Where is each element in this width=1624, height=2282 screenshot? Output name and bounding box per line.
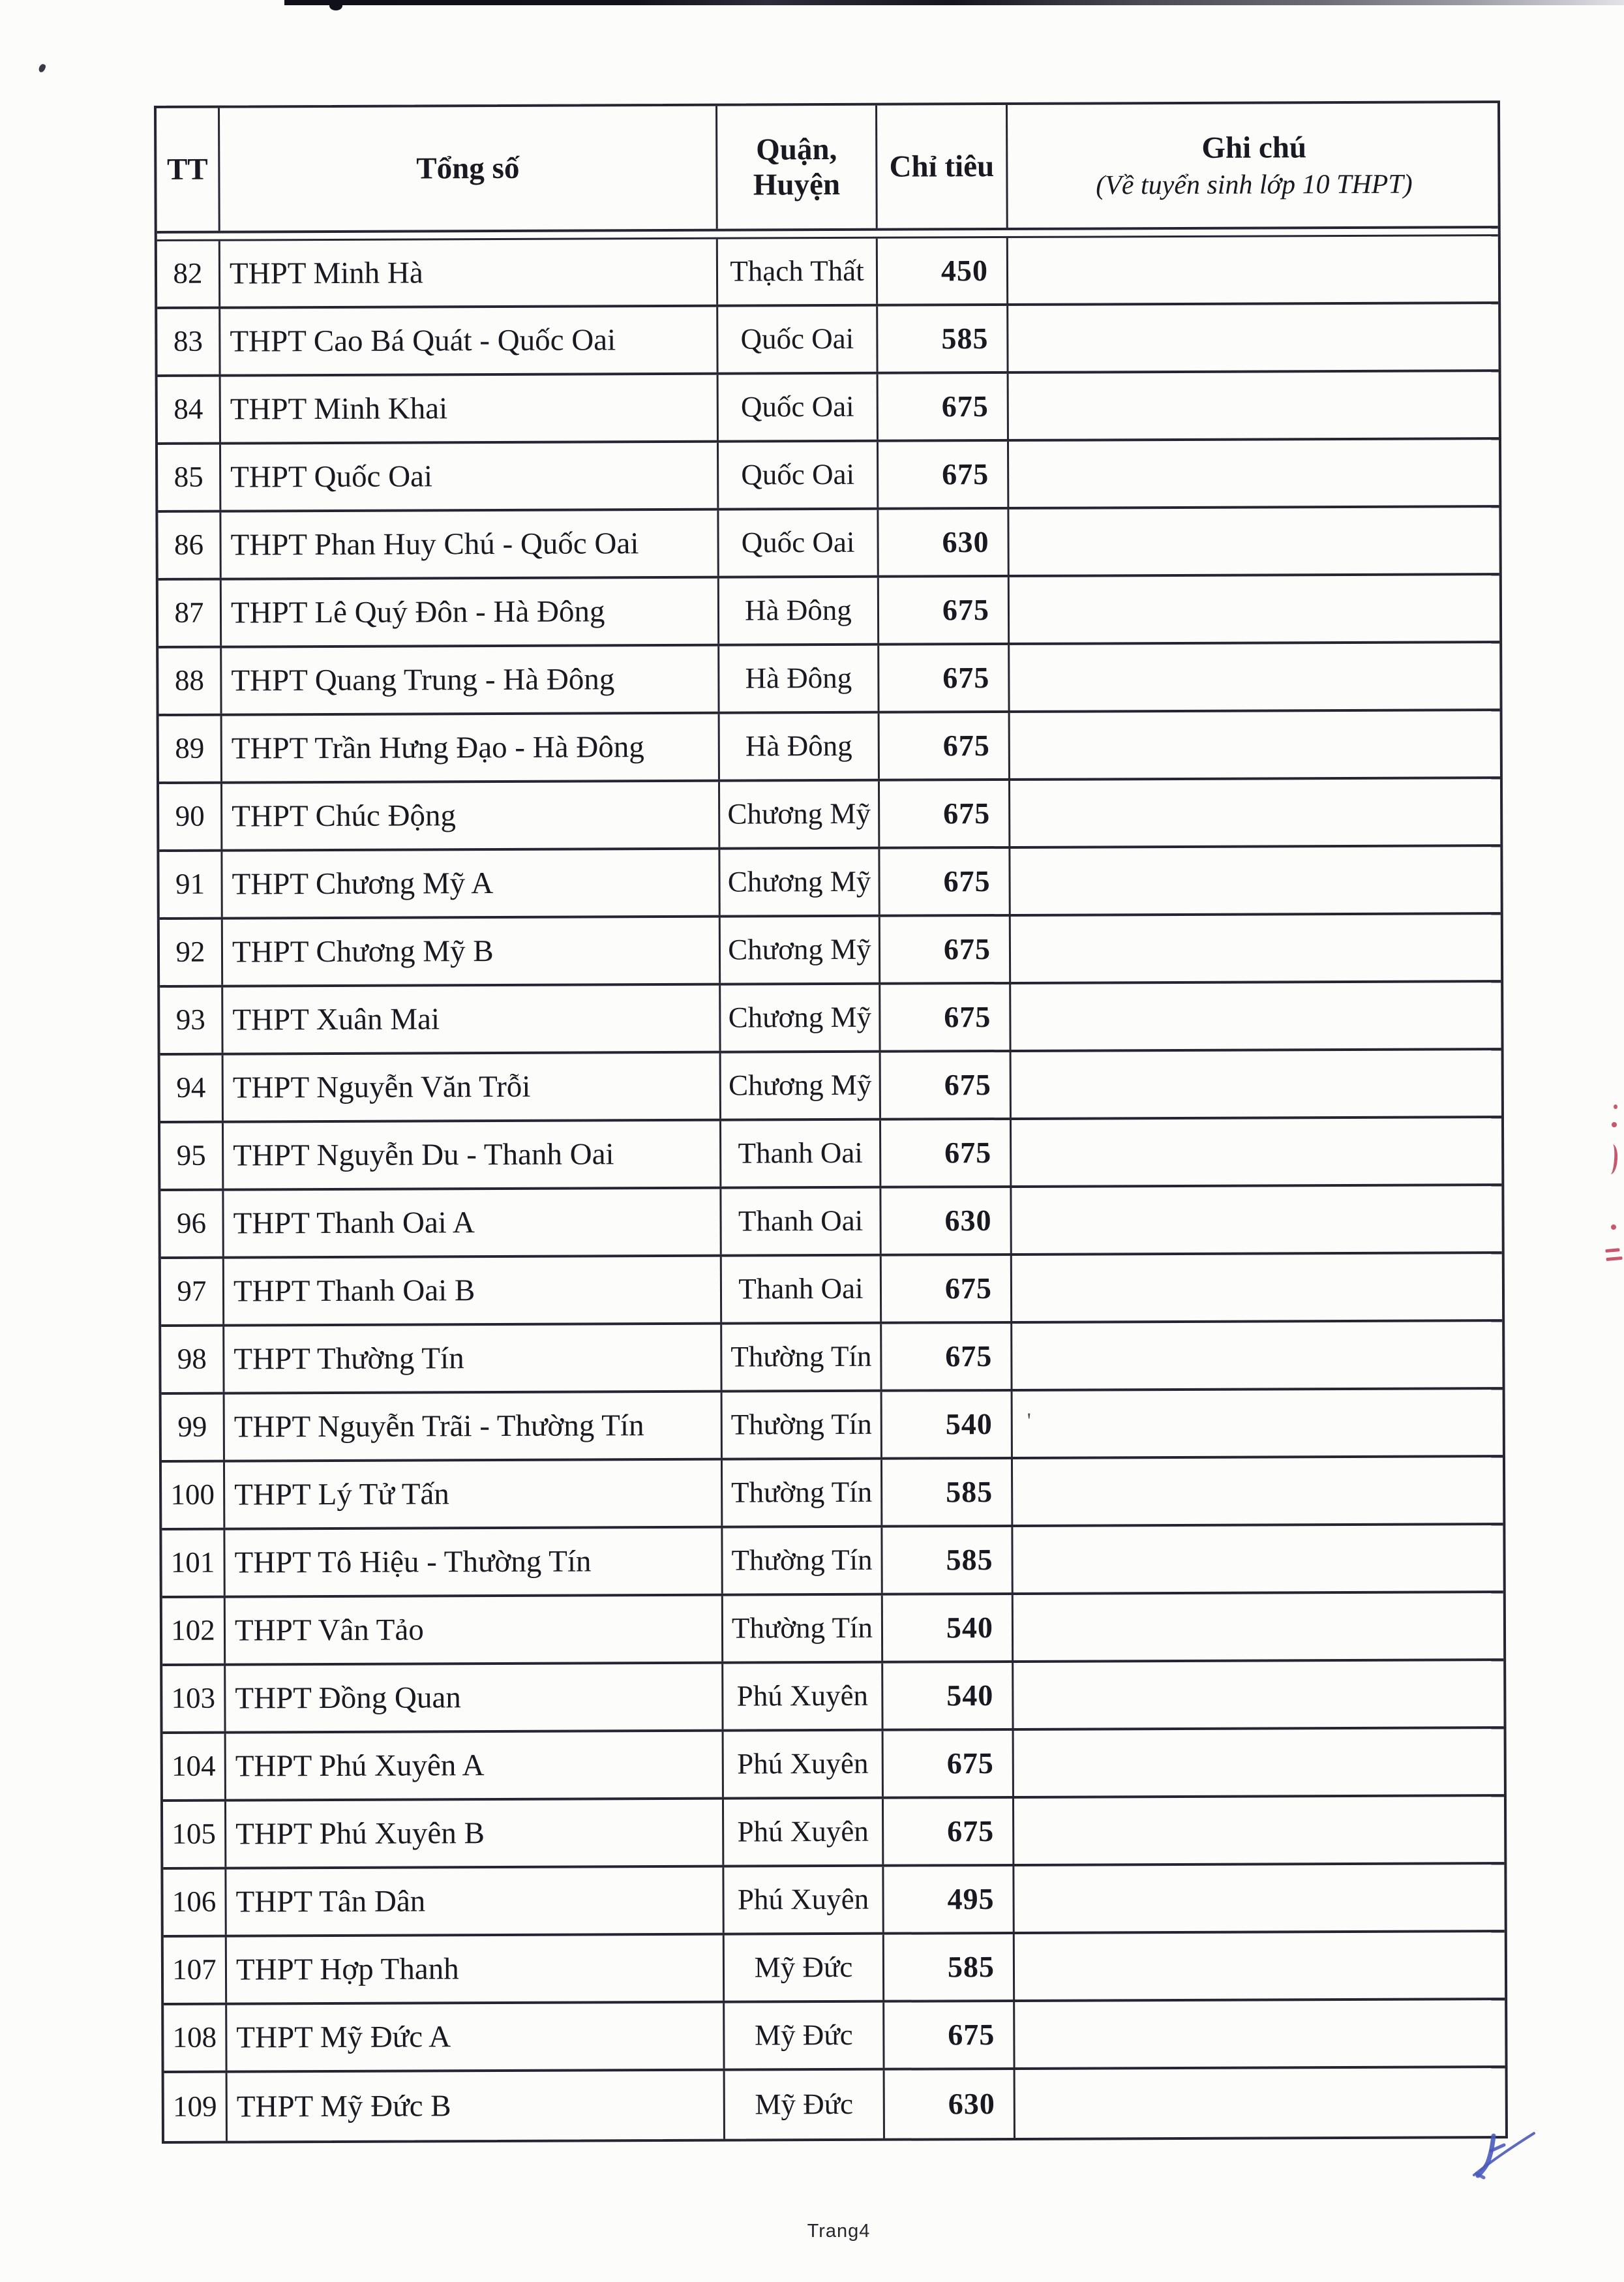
cell-school-name: THPT Lê Quý Đôn - Hà Đông — [222, 579, 719, 646]
table-row — [162, 1390, 1503, 1463]
cell-quota: 675 — [879, 442, 1009, 508]
cell-quota: 675 — [880, 849, 1010, 915]
cell-school-name: THPT Xuân Mai — [223, 986, 721, 1053]
cell-note — [1010, 575, 1502, 643]
cell-school-name: THPT Minh Hà — [220, 239, 718, 307]
cell-note — [1015, 2068, 1508, 2138]
cell-quota: 675 — [884, 2002, 1015, 2068]
cell-quota: 495 — [884, 1866, 1014, 1932]
table-row — [159, 779, 1500, 852]
cell-note — [1014, 1593, 1506, 1660]
cell-index: 98 — [161, 1327, 224, 1392]
cell-quota: 630 — [879, 510, 1009, 575]
table-header-row — [157, 103, 1498, 234]
table-row — [162, 1457, 1503, 1530]
cell-quota: 675 — [881, 1052, 1012, 1118]
cell-quota: 675 — [882, 1324, 1012, 1390]
cell-note — [1012, 1322, 1505, 1389]
cell-index: 83 — [157, 309, 220, 374]
cell-quota: 450 — [878, 238, 1008, 304]
header-note-title: Ghi chú — [1201, 130, 1307, 165]
cell-school-name: THPT Quốc Oai — [221, 443, 719, 510]
cell-quota: 675 — [879, 577, 1010, 643]
table-row — [160, 982, 1501, 1056]
table-row — [158, 575, 1499, 648]
table-row — [162, 1525, 1503, 1598]
cell-school-name: THPT Nguyễn Văn Trỗi — [224, 1054, 721, 1121]
cell-district: Thường Tín — [723, 1528, 882, 1594]
cell-index: 96 — [160, 1191, 224, 1256]
cell-note — [1009, 372, 1501, 439]
cell-district: Quốc Oai — [719, 442, 879, 508]
cell-district: Phú Xuyên — [724, 1867, 884, 1933]
cell-district: Mỹ Đức — [725, 2071, 885, 2139]
cell-index: 86 — [158, 513, 221, 578]
cell-district: Chương Mỹ — [720, 849, 880, 915]
cell-school-name: THPT Thường Tín — [224, 1325, 722, 1392]
header-note-subtitle: (Về tuyển sinh lớp 10 THPT) — [1096, 169, 1413, 201]
cell-index: 105 — [163, 1802, 226, 1867]
scan-edge-line — [284, 0, 1624, 5]
cell-school-name: THPT Quang Trung - Hà Đông — [222, 647, 719, 714]
cell-quota: 540 — [883, 1595, 1014, 1661]
cell-quota: 540 — [882, 1392, 1013, 1457]
scan-edge-blob — [329, 1, 342, 10]
cell-district: Thường Tín — [723, 1392, 882, 1458]
cell-district: Mỹ Đức — [725, 1935, 884, 2001]
cell-quota: 585 — [882, 1459, 1013, 1525]
cell-school-name: THPT Mỹ Đức A — [227, 2003, 725, 2071]
table-row — [157, 304, 1498, 377]
cell-district: Phú Xuyên — [723, 1664, 883, 1729]
cell-quota: 675 — [880, 917, 1011, 982]
cell-note — [1015, 2000, 1507, 2067]
table-row — [159, 711, 1500, 784]
cell-note — [1010, 847, 1503, 914]
cell-index: 93 — [160, 988, 223, 1053]
cell-index: 90 — [159, 784, 222, 849]
red-ink-curve — [1604, 1144, 1618, 1174]
cell-school-name: THPT Đồng Quan — [226, 1664, 723, 1731]
cell-district: Quốc Oai — [718, 307, 878, 373]
cell-note — [1010, 711, 1503, 778]
cell-district: Mỹ Đức — [725, 2003, 884, 2069]
cell-school-name: THPT Tô Hiệu - Thường Tín — [225, 1529, 723, 1596]
header-tt: TT — [157, 108, 220, 231]
table-row — [163, 1864, 1504, 1938]
cell-quota: 675 — [880, 781, 1010, 847]
cell-index: 102 — [162, 1598, 226, 1664]
table-row — [163, 1729, 1504, 1802]
cell-index: 101 — [162, 1530, 225, 1596]
cell-school-name: THPT Chúc Động — [222, 782, 720, 849]
cell-district: Quốc Oai — [719, 374, 879, 440]
cell-index: 85 — [158, 445, 221, 510]
cell-school-name: THPT Chương Mỹ B — [223, 918, 721, 985]
table-row — [157, 236, 1498, 309]
table-body — [157, 234, 1505, 2141]
school-quota-table — [154, 100, 1508, 2144]
red-ink-dash — [1605, 1248, 1619, 1253]
cell-quota: 675 — [879, 374, 1009, 440]
cell-school-name: THPT Vân Tảo — [226, 1596, 723, 1664]
cell-district: Chương Mỹ — [721, 1053, 881, 1119]
cell-note — [1012, 1254, 1505, 1321]
header-quota: Chỉ tiêu — [877, 105, 1008, 228]
cell-index: 106 — [163, 1870, 226, 1935]
cell-district: Hà Đông — [720, 714, 880, 780]
cell-quota: 585 — [878, 306, 1008, 372]
cell-school-name: THPT Hợp Thanh — [227, 1936, 725, 2003]
cell-index: 84 — [158, 377, 221, 442]
ink-speck — [38, 63, 47, 74]
table-row — [158, 643, 1499, 716]
cell-note — [1011, 915, 1503, 982]
table-row — [163, 1797, 1504, 1870]
cell-school-name: THPT Mỹ Đức B — [228, 2071, 725, 2141]
table-row — [164, 1932, 1505, 2005]
cell-index: 97 — [161, 1259, 224, 1324]
cell-note — [1008, 304, 1501, 371]
table-row — [159, 847, 1500, 920]
cell-note — [1012, 1186, 1504, 1253]
table-row — [158, 440, 1499, 513]
table-row — [160, 915, 1501, 988]
cell-school-name: THPT Thanh Oai A — [224, 1189, 721, 1256]
cell-note — [1014, 1864, 1507, 1932]
cell-note — [1012, 1050, 1504, 1118]
cell-index: 108 — [164, 2005, 227, 2071]
cell-note: ' — [1027, 1408, 1031, 1433]
cell-note — [1010, 779, 1503, 846]
red-ink-dot — [1612, 1122, 1617, 1127]
cell-note — [1009, 508, 1501, 575]
table-row — [161, 1322, 1502, 1395]
table-row — [158, 372, 1499, 445]
cell-school-name: THPT Trần Hưng Đạo - Hà Đông — [222, 714, 720, 782]
cell-school-name: THPT Chương Mỹ A — [222, 850, 720, 917]
cell-note — [1014, 1797, 1507, 1864]
cell-note — [1010, 643, 1502, 710]
page-number: Trang4 — [807, 2221, 871, 2242]
cell-note — [1013, 1457, 1505, 1525]
cell-quota: 675 — [884, 1731, 1014, 1797]
table-row — [162, 1661, 1503, 1734]
cell-district: Phú Xuyên — [724, 1731, 884, 1797]
cell-quota: 585 — [882, 1527, 1013, 1593]
cell-index: 82 — [157, 241, 220, 307]
cell-school-name: THPT Phan Huy Chú - Quốc Oai — [221, 511, 719, 578]
table-row — [160, 1050, 1501, 1123]
cell-district: Quốc Oai — [719, 510, 879, 576]
blue-pen-mark-icon — [1448, 2119, 1552, 2184]
cell-district: Phú Xuyên — [724, 1799, 884, 1865]
cell-school-name: THPT Phú Xuyên A — [226, 1732, 724, 1799]
cell-district: Thạch Thất — [718, 239, 878, 305]
cell-district: Chương Mỹ — [720, 782, 880, 847]
cell-index: 100 — [162, 1463, 225, 1528]
cell-school-name: THPT Phú Xuyên B — [226, 1800, 724, 1867]
cell-index: 88 — [158, 648, 222, 714]
cell-school-name: THPT Cao Bá Quát - Quốc Oai — [220, 307, 718, 374]
cell-note — [1009, 440, 1501, 507]
cell-index: 89 — [159, 716, 222, 782]
cell-note — [1014, 1661, 1506, 1728]
cell-quota: 630 — [881, 1188, 1012, 1254]
cell-index: 92 — [160, 920, 223, 985]
red-ink-dot — [1614, 1104, 1617, 1109]
table-row — [164, 2068, 1505, 2141]
cell-school-name: THPT Nguyễn Trãi - Thường Tín — [225, 1393, 723, 1460]
cell-index: 94 — [160, 1056, 224, 1121]
cell-index: 87 — [158, 581, 222, 646]
header-district: Quận, Huyện — [717, 106, 878, 229]
cell-district: Thường Tín — [722, 1324, 882, 1390]
cell-quota: 675 — [882, 1256, 1012, 1322]
cell-quota: 675 — [880, 984, 1011, 1050]
red-ink-dash — [1606, 1256, 1622, 1261]
cell-index: 107 — [164, 1938, 227, 2003]
cell-note — [1014, 1729, 1507, 1796]
cell-district: Hà Đông — [719, 646, 879, 712]
table-row — [158, 508, 1499, 581]
cell-note — [1008, 236, 1501, 303]
red-ink-dashes — [1605, 1248, 1622, 1261]
cell-quota: 675 — [881, 1120, 1012, 1186]
cell-index: 95 — [160, 1123, 224, 1189]
cell-index: 103 — [162, 1666, 226, 1731]
cell-note — [1015, 1932, 1507, 2000]
cell-district: Thường Tín — [723, 1596, 883, 1662]
header-note — [1008, 103, 1501, 228]
header-total: Tổng số — [220, 106, 718, 231]
cell-district: Thanh Oai — [722, 1256, 882, 1322]
cell-index: 109 — [164, 2073, 228, 2141]
table-row — [160, 1118, 1501, 1191]
cell-school-name: THPT Minh Khai — [221, 375, 719, 442]
cell-note — [1011, 982, 1503, 1050]
cell-school-name: THPT Lý Tử Tấn — [225, 1461, 723, 1528]
table-row — [164, 2000, 1505, 2073]
cell-quota: 585 — [884, 1934, 1015, 2000]
table-row — [160, 1186, 1501, 1259]
red-ink-dot — [1611, 1225, 1616, 1230]
cell-district: Thanh Oai — [721, 1121, 881, 1187]
cell-note — [1013, 1525, 1505, 1592]
cell-district: Hà Đông — [719, 578, 879, 644]
cell-quota: 630 — [885, 2070, 1015, 2138]
table-row — [161, 1254, 1502, 1327]
cell-quota: 675 — [879, 645, 1010, 711]
cell-note — [1012, 1118, 1504, 1185]
cell-index: 91 — [159, 852, 222, 917]
cell-school-name: THPT Thanh Oai B — [224, 1257, 722, 1324]
cell-school-name: THPT Nguyễn Du - Thanh Oai — [224, 1121, 721, 1189]
cell-district: Chương Mỹ — [721, 985, 880, 1051]
cell-quota: 675 — [880, 713, 1010, 779]
cell-district: Thanh Oai — [721, 1189, 881, 1255]
cell-index: 104 — [163, 1734, 226, 1799]
table-row — [162, 1593, 1503, 1666]
cell-index: 99 — [162, 1395, 225, 1460]
cell-district: Thường Tín — [723, 1460, 882, 1526]
cell-quota: 675 — [884, 1799, 1014, 1864]
cell-district: Chương Mỹ — [721, 917, 880, 983]
cell-school-name: THPT Tân Dân — [226, 1868, 724, 1935]
cell-quota: 540 — [883, 1663, 1014, 1729]
